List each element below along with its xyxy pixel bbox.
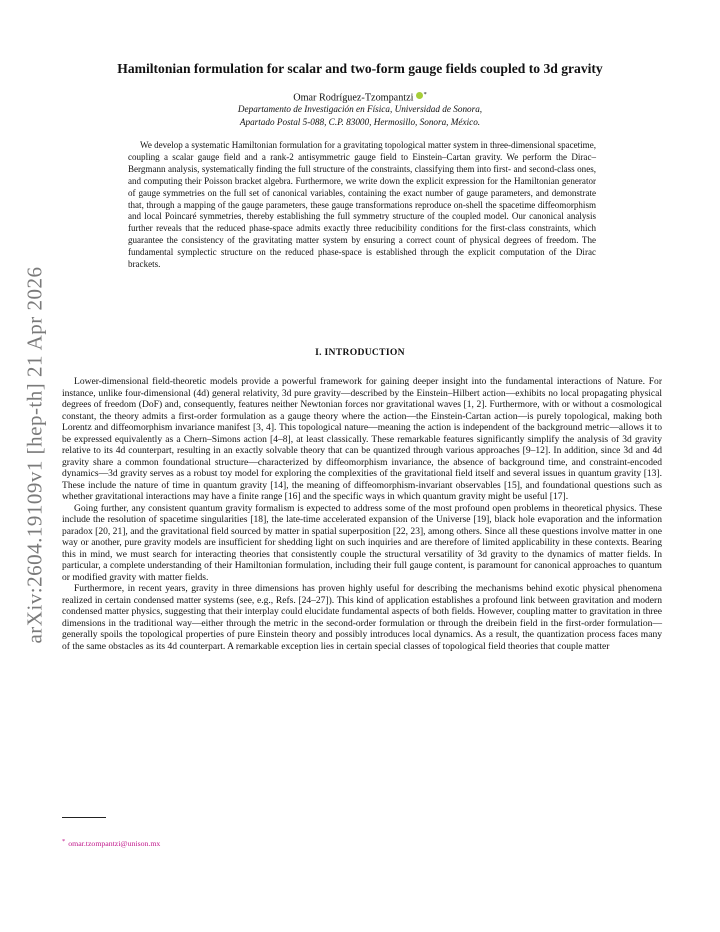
affiliation-line-1: Departamento de Investigación en Física, Universidad de Sonora,	[237, 104, 483, 114]
footnote-rule	[62, 817, 106, 818]
introduction-body	[62, 376, 662, 652]
arxiv-sidebar-stamp	[20, 250, 50, 660]
author-name: Omar Rodríguez-Tzompantzi	[293, 92, 414, 104]
footnote	[62, 838, 160, 848]
paper-title: Hamiltonian formulation for scalar and two-form gauge fields coupled to 3d gravity	[117, 61, 603, 76]
paragraph: Furthermore, in recent years, gravity in three dimensions has proven highly useful for describing the mechanisms behind exotic physical phenomena realized in certain condensed matter systems (see, e.g., Refs. [24–27]). This kind of application establishes a profound link between gravitation and modern condensed matter physics, suggesting that their interplay could elucidate fundamental aspects of both fields. However, coupling matter to gravitation in three dimensions in the traditional way—either through the metric in the second-order formulation or through the dreibein field in the first-order formulation—generally spoils the topological properties of pure Einstein theory and possibly introduces local dynamics. As a result, the quantization process faces many of the same obstacles as its 4d counterpart. A remarkable exception lies in certain special classes of topological field theories that couple matter	[62, 583, 662, 652]
paragraph: Going further, any consistent quantum gravity formalism is expected to address some of the most profound open problems in theoretical physics. These include the resolution of spacetime singularities [18], the late-time accelerated expansion of the Universe [19], black hole evaporation and the information paradox [20, 21], and the gravitational field sourced by matter in spatial superposition [22, 23], among others. Since all these questions involve matter in one way or another, pure gravity models are insufficient for shedding light on such inquiries and are therefore of limited applicability in these contexts. Bearing this in mind, we must search for interacting theories that consistently couple the structural versatility of 3d gravity to the dynamics of matter fields. In particular, a complete understanding of their Hamiltonian formulation, including their full gauge content, is paramount for canonical approaches to quantum or modified gravity with matter fields.	[62, 502, 662, 583]
author-line	[60, 91, 660, 103]
footnote-mark: *	[62, 838, 66, 845]
affiliation-line-2: Apartado Postal 5-088, C.P. 83000, Hermosillo, Sonora, México.	[239, 117, 481, 127]
paragraph: Lower-dimensional field-theoretic models provide a powerful framework for gaining deeper insight into the fundamental interactions of Nature. For instance, unlike four-dimensional (4d) general relativity, 3d pure gravity—described by the Einstein–Hilbert action—exhibits no local propagating physical degrees of freedom (DoF) and, consequently, features neither Newtonian forces nor gravitational waves [1, 2]. Furthermore, with or without a cosmological constant, the theory admits a first-order formulation as a gauge theory where the action—the Einstein-Cartan action—is purely topological, making both Lorentz and diffeomorphism invariance manifest [3, 4]. This topological nature—meaning the action is independent of the background metric—allows it to be expressed equivalently as a Chern–Simons action [4–8], at least classically. These remarkable features significantly simplify the analysis of 3d gravity relative to its 4d counterpart, resulting in an exactly solvable theory that can be quantized through various approaches [9–12]. In addition, since 3d and 4d gravity share a common foundational structure—characterized by diffeomorphism invariance, the absence of background time, and constraint-encoded dynamics—3d gravity serves as a robust toy model for exploring the complexities of the gravitational field itself and several issues in quantum gravity [13]. These include the nature of time in quantum gravity [14], the meaning of diffeomorphism-invariant observables [15], and foundational questions such as whether gravitational interactions may have a finite range [16] and the specific ways in which quantum gravity might be useful [17].	[62, 376, 662, 502]
abstract: We develop a systematic Hamiltonian formulation for a gravitating topological matter system in three-dimensional spacetime, coupling a scalar gauge field and a rank-2 antisymmetric gauge field to Einstein–Cartan gravity. We perform the Dirac–Bergmann analysis, systematically finding the full structure of the constraints, classifying them into first- and second-class ones, and computing their Poisson bracket algebra. Furthermore, we write down the explicit expression for the Hamiltonian generator of gauge symmetries on the full set of canonical variables, containing the exact number of gauge parameters, and demonstrate that, through a mapping of the gauge parameters, these gauge transformations reproduce on-shell the spacetime diffeomorphism and local Poincaré symmetries, thereby establishing the full symmetry structure of the coupled model. Our canonical analysis further reveals that the reduced phase-space admits exactly three reducibility conditions for the first-class constraints, which guarantee the consistency of the gravitating matter system by ensuring a correct count of physical degrees of freedom. The fundamental symplectic structure on the reduced phase-space is established through the explicit computation of the Dirac brackets.	[128, 140, 596, 270]
author-footnote-mark: *	[423, 91, 427, 98]
arxiv-identifier: arXiv:2604.19109v1 [hep-th] 21 Apr 2026	[22, 266, 47, 644]
author-email-link[interactable]: omar.tzompantzi@unison.mx	[68, 839, 161, 848]
section-heading-introduction: I. INTRODUCTION	[315, 347, 405, 358]
